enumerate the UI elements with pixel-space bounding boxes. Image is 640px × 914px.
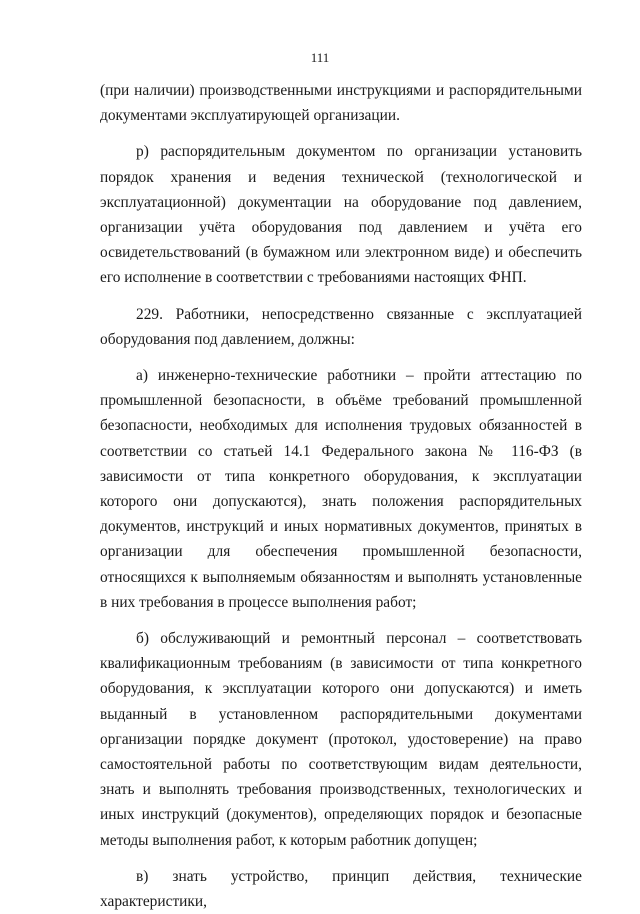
document-body	[100, 78, 582, 914]
paragraph-item-b: б) обслуживающий и ремонтный персонал – соответствовать квалификационным требованиям (в зависимости от типа конкретного оборудования, к эксплуатации которого они допускаются) и иметь выданный в установленном распорядительными документами организации порядке документ (протокол, удостоверение) на право самостоятельной работы по соответствующим видам деятельности, знать и выполнять требования производственных, технологических и иных инструкций (документов), определяющих порядок и безопасные методы выполнения работ, к которым работник допущен;	[100, 630, 582, 849]
paragraph-item-a: а) инженерно-технические работники – пройти аттестацию по промышленной безопасности, в объёме требований промышленной безопасности, необходимых для исполнения трудовых обязанностей в соответствии со статьей 14.1 Федерального закона № 116-ФЗ (в зависимости от типа конкретного оборудования, к эксплуатации которого они допускаются), знать положения распорядительных документов, инструкций и иных нормативных документов, принятых в организации для обеспечения промышленной безопасности, относящихся к выполняемым обязанностям и выполнять установленные в них требования в процессе выполнения работ;	[100, 367, 582, 611]
paragraph-item-v: в) знать устройство, принцип действия, технические характеристики,	[100, 867, 582, 911]
paragraph-item-r: р) распорядительным документом по организации установить порядок хранения и ведения технической (технологической и эксплуатационной) документации на оборудование под давлением, организации учёта оборудования под давлением и учёта его освидетельствований (в бумажном или электронном виде) и обеспечить его исполнение в соответствии с требованиями настоящих ФНП.	[100, 143, 582, 287]
page-number: 111	[310, 50, 330, 65]
paragraph-continuation: (при наличии) производственными инструкциями и распорядительными документами эксплуатирующей организации.	[100, 82, 582, 125]
paragraph-229: 229. Работники, непосредственно связанные с эксплуатацией оборудования под давлением, должны:	[100, 305, 582, 348]
